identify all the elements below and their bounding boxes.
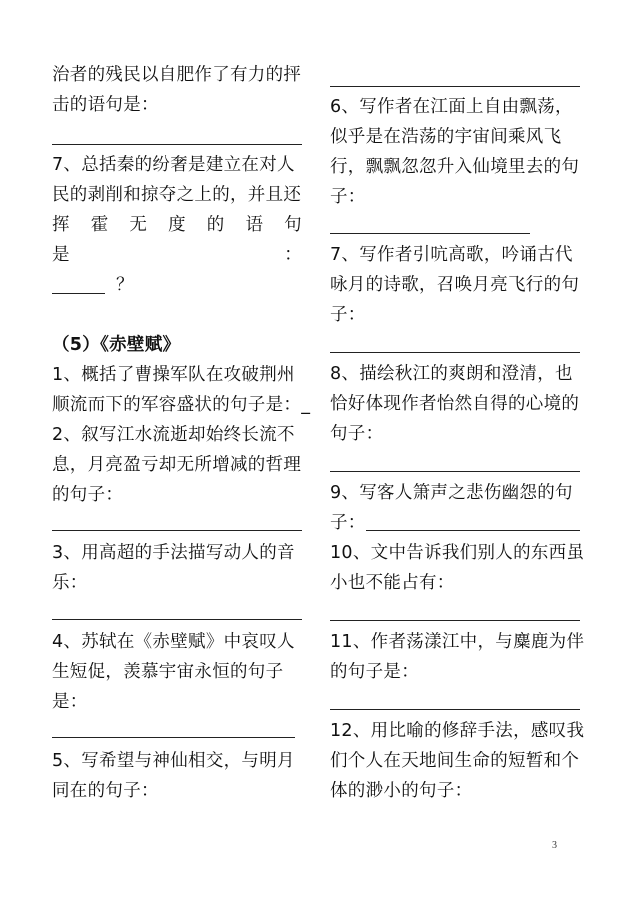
rq8-line2: 恰好体现作者怡然自得的心境的 — [330, 394, 580, 414]
rq12-line2: 们个人在天地间生命的短暂和个 — [330, 751, 580, 771]
rq11-line1: 11、作者荡漾江中，与麋鹿为伴 — [330, 632, 585, 652]
q7-char: 语 — [245, 215, 264, 235]
q4-line1: 4、苏轼在《赤壁赋》中哀叹人 — [52, 632, 295, 652]
q7-line3 — [52, 214, 302, 236]
q7-line4 — [52, 244, 302, 266]
rq7-line2: 咏月的诗歌，召唤月亮飞行的句 — [330, 275, 580, 295]
q7-line1: 7、总括秦的纷奢是建立在对人 — [52, 155, 295, 175]
answer-blank-line[interactable] — [330, 620, 580, 621]
rq12-line3: 体的渺小的句子： — [330, 781, 473, 801]
answer-blank-line[interactable] — [330, 86, 580, 87]
q7-question-mark: ？ — [116, 275, 134, 295]
rq6-line1: 6、写作者在江面上自由飘荡， — [330, 97, 573, 117]
answer-blank-line[interactable] — [52, 530, 302, 531]
q7-line4-left: 是 — [52, 245, 70, 265]
rq8-line1: 8、描绘秋江的爽朗和澄清，也 — [330, 364, 573, 384]
q6-tail-line1: 治者的残民以自肥作了有力的抨 — [52, 65, 302, 85]
answer-blank-inline[interactable] — [366, 530, 580, 531]
answer-blank-line[interactable] — [330, 709, 580, 710]
q6-tail-line2: 击的语句是： — [52, 95, 159, 115]
q2-line2: 息，月亮盈亏却无所增减的哲理 — [52, 455, 302, 475]
rq10-line2: 小也不能占有： — [330, 573, 455, 593]
q5-line1: 5、写希望与神仙相交，与明月 — [52, 751, 295, 771]
rq10-line1: 10、文中告诉我们别人的东西虽 — [330, 543, 585, 563]
rq9-line1: 9、写客人箫声之悲伤幽怨的句 — [330, 483, 573, 503]
rq6-line3: 行，飘飘忽忽升入仙境里去的句 — [330, 157, 580, 177]
section-title: （5）《赤壁赋》 — [52, 335, 181, 355]
answer-blank-short[interactable] — [52, 293, 105, 294]
q7-line4-right: ： — [284, 245, 302, 265]
q7-char: 霍 — [90, 215, 109, 235]
q7-char: 挥 — [52, 215, 70, 235]
answer-blank-line[interactable] — [330, 471, 580, 472]
answer-blank-line[interactable] — [52, 619, 302, 620]
answer-blank-line[interactable] — [330, 233, 530, 234]
rq6-line2: 似乎是在浩荡的宇宙间乘风飞 — [330, 127, 562, 147]
answer-blank-line[interactable] — [330, 352, 580, 353]
rq8-line3: 句子： — [330, 424, 384, 444]
q7-char: 的 — [206, 215, 225, 235]
answer-blank-line[interactable] — [52, 737, 295, 738]
q7-char: 度 — [168, 215, 186, 235]
rq12-line1: 12、用比喻的修辞手法，感叹我 — [330, 721, 585, 741]
q1-line1: 1、概括了曹操军队在攻破荆州 — [52, 365, 295, 385]
q2-line1: 2、叙写江水流逝却始终长流不 — [52, 425, 295, 445]
rq6-line4: 子： — [330, 187, 366, 207]
rq11-line2: 的句子是： — [330, 662, 419, 682]
q5-line2: 同在的句子： — [52, 781, 159, 801]
q1-line2: 顺流而下的军容盛状的句子是：_ — [52, 395, 311, 415]
q7-char: 句 — [284, 215, 302, 235]
q3-line2: 乐： — [52, 573, 88, 593]
rq9-line2: 子： — [330, 513, 366, 533]
q7-char: 无 — [129, 215, 148, 235]
rq7-line3: 子： — [330, 305, 366, 325]
q4-line3: 是： — [52, 692, 88, 712]
q7-line2: 民的剥削和掠夺之上的，并且还 — [52, 185, 302, 205]
q2-line3: 的句子： — [52, 485, 124, 505]
answer-blank-line[interactable] — [52, 144, 302, 145]
q4-line2: 生短促，羡慕宇宙永恒的句子 — [52, 662, 284, 682]
page-number: 3 — [552, 840, 557, 851]
q3-line1: 3、用高超的手法描写动人的音 — [52, 543, 295, 563]
rq7-line1: 7、写作者引吭高歌，吟诵古代 — [330, 245, 573, 265]
